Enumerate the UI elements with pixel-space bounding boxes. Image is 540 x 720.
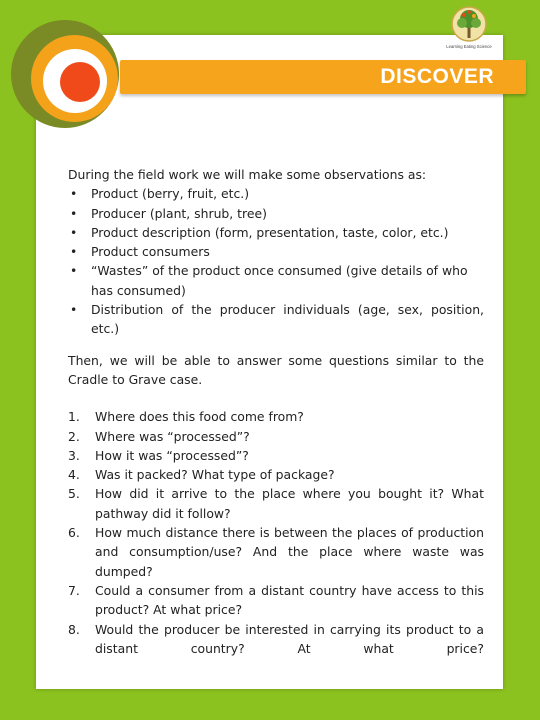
question-number: 4.	[68, 467, 80, 483]
question-number: 3.	[68, 447, 80, 463]
observation-item: • Product (berry, fruit, etc.)	[68, 184, 484, 203]
observation-item: • Product description (form, presentation, taste, color, etc.)	[68, 223, 484, 242]
question-item	[68, 407, 484, 426]
question-text: How it was “processed”?	[95, 447, 249, 463]
question-item	[68, 581, 484, 620]
tree-logo-icon	[444, 4, 494, 52]
question-item	[68, 484, 484, 523]
title-banner	[120, 60, 526, 94]
observation-item: • “Wastes” of the product once consumed (give details of who has consumed)	[68, 261, 484, 300]
question-list	[68, 407, 484, 658]
question-number: 2.	[68, 428, 80, 444]
page-title: DISCOVER	[380, 65, 494, 88]
question-item	[68, 620, 484, 659]
observation-item: • Distribution of the producer individuals (age, sex, position, etc.)	[68, 300, 484, 339]
question-number: 5.	[68, 486, 80, 502]
question-item	[68, 427, 484, 446]
question-item	[68, 523, 484, 581]
question-number: 6.	[68, 525, 80, 541]
observation-item: • Producer (plant, shrub, tree)	[68, 204, 484, 223]
question-number: 7.	[68, 582, 80, 598]
question-text: Could a consumer from a distant country have access to this product? At what price?	[95, 582, 484, 618]
question-item	[68, 465, 484, 484]
logo-caption: Learning Eating Science	[446, 44, 492, 49]
question-text: Was it packed? What type of package?	[95, 467, 335, 483]
intro-text: During the field work we will make some observations as:	[68, 167, 427, 182]
observation-list	[68, 184, 484, 338]
observation-item: • Product consumers	[68, 242, 484, 261]
cradle-to-grave-paragraph: Then, we will be able to answer some questions similar to the Cradle to Grave case.	[68, 352, 484, 387]
question-text: Where does this food come from?	[95, 409, 304, 425]
question-number: 1.	[68, 409, 80, 425]
question-text: How much distance there is between the places of production and consumption/use? And the place where waste was dumped?	[95, 525, 484, 579]
question-text: Where was “processed”?	[95, 428, 250, 444]
decorative-circle-red	[60, 62, 100, 102]
question-text: Would the producer be interested in carrying its product to a distant country? At what price?	[95, 621, 484, 656]
question-number: 8.	[68, 621, 80, 637]
main-content	[68, 165, 484, 658]
question-item	[68, 446, 484, 465]
question-text: How did it arrive to the place where you bought it? What pathway did it follow?	[95, 486, 484, 521]
